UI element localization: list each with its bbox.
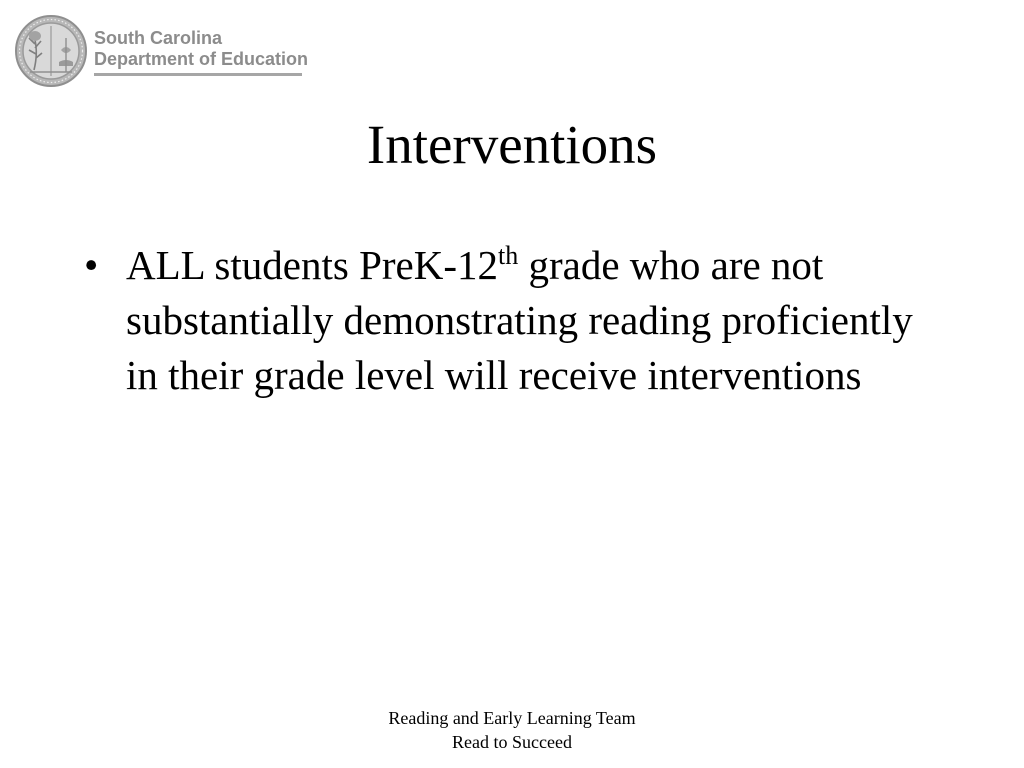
- bullet-text-end: grade who are not substantially demonstrating reading proficiently in their grade level will receive interventions: [126, 242, 913, 398]
- bullet-item: [84, 238, 954, 403]
- bullet-text-start: ALL students PreK-12: [126, 242, 498, 288]
- bullet-marker: •: [84, 242, 99, 288]
- state-seal-icon: [14, 14, 88, 88]
- logo-wordmark: [94, 28, 308, 70]
- logo-line-1: South Carolina: [94, 28, 223, 48]
- footer-team: Reading and Early Learning Team: [388, 708, 636, 728]
- sc-education-logo: [14, 14, 314, 88]
- bullet-list: [84, 238, 954, 403]
- slide-footer: [312, 706, 712, 754]
- logo-underline: [94, 73, 302, 76]
- bullet-superscript: th: [497, 241, 519, 270]
- logo-line-2: Department of Education: [94, 49, 309, 69]
- slide-title: Interventions: [366, 114, 658, 175]
- footer-program: Read to Succeed: [452, 732, 572, 752]
